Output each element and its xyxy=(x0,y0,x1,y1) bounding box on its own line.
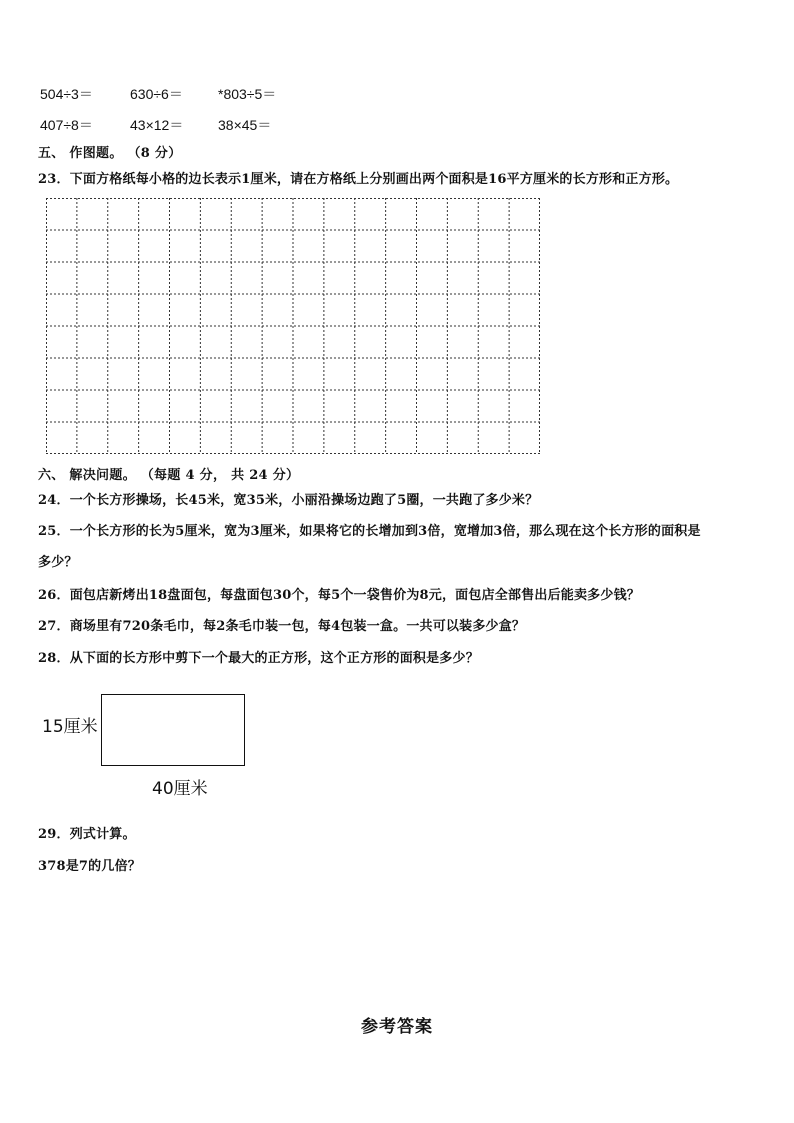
question-24: 24．一个长方形操场，长45米，宽35米，小丽沿操场边跑了5圈，一共跑了多少米？ xyxy=(38,493,539,508)
calc-630-div-6: 630÷6＝ xyxy=(130,86,183,102)
calc-803-div-5: *803÷5＝ xyxy=(218,86,277,102)
answer-section-title: 参考答案 xyxy=(361,1017,433,1037)
calc-38-times-45: 38×45＝ xyxy=(218,117,272,133)
question-27: 27．商场里有720条毛巾，每2条毛巾装一包，每4包装一盒。一共可以装多少盒？ xyxy=(38,619,526,634)
section-5-heading: 五、 作图题。 （8 分） xyxy=(38,146,182,161)
question-23: 23．下面方格纸每小格的边长表示1厘米，请在方格纸上分别画出两个面积是16平方厘米的长方形和正方形。 xyxy=(38,172,679,187)
question-29-heading: 29．列式计算。 xyxy=(38,827,136,842)
rectangle-figure xyxy=(101,694,245,766)
calc-407-div-8: 407÷8＝ xyxy=(40,117,93,133)
question-26: 26．面包店新烤出18盘面包，每盘面包30个，每5个一袋售价为8元，面包店全部售出后能卖多少钱？ xyxy=(38,588,640,603)
rectangle-width-label: 15厘米 xyxy=(42,717,98,737)
question-28: 28．从下面的长方形中剪下一个最大的正方形，这个正方形的面积是多少？ xyxy=(38,651,479,666)
question-25-line-1: 25．一个长方形的长为5厘米，宽为3厘米，如果将它的长增加到3倍，宽增加3倍，那么现在这个长方形的面积是 xyxy=(38,524,701,539)
rectangle-length-label: 40厘米 xyxy=(152,779,208,799)
calc-43-times-12: 43×12＝ xyxy=(130,117,184,133)
grid-paper[interactable] xyxy=(46,198,540,454)
section-6-heading: 六、 解决问题。 （每题 4 分， 共 24 分） xyxy=(38,468,300,483)
question-25-line-2: 多少？ xyxy=(38,555,78,570)
question-29-text: 378是7的几倍？ xyxy=(38,859,141,874)
calc-504-div-3: 504÷3＝ xyxy=(40,86,93,102)
